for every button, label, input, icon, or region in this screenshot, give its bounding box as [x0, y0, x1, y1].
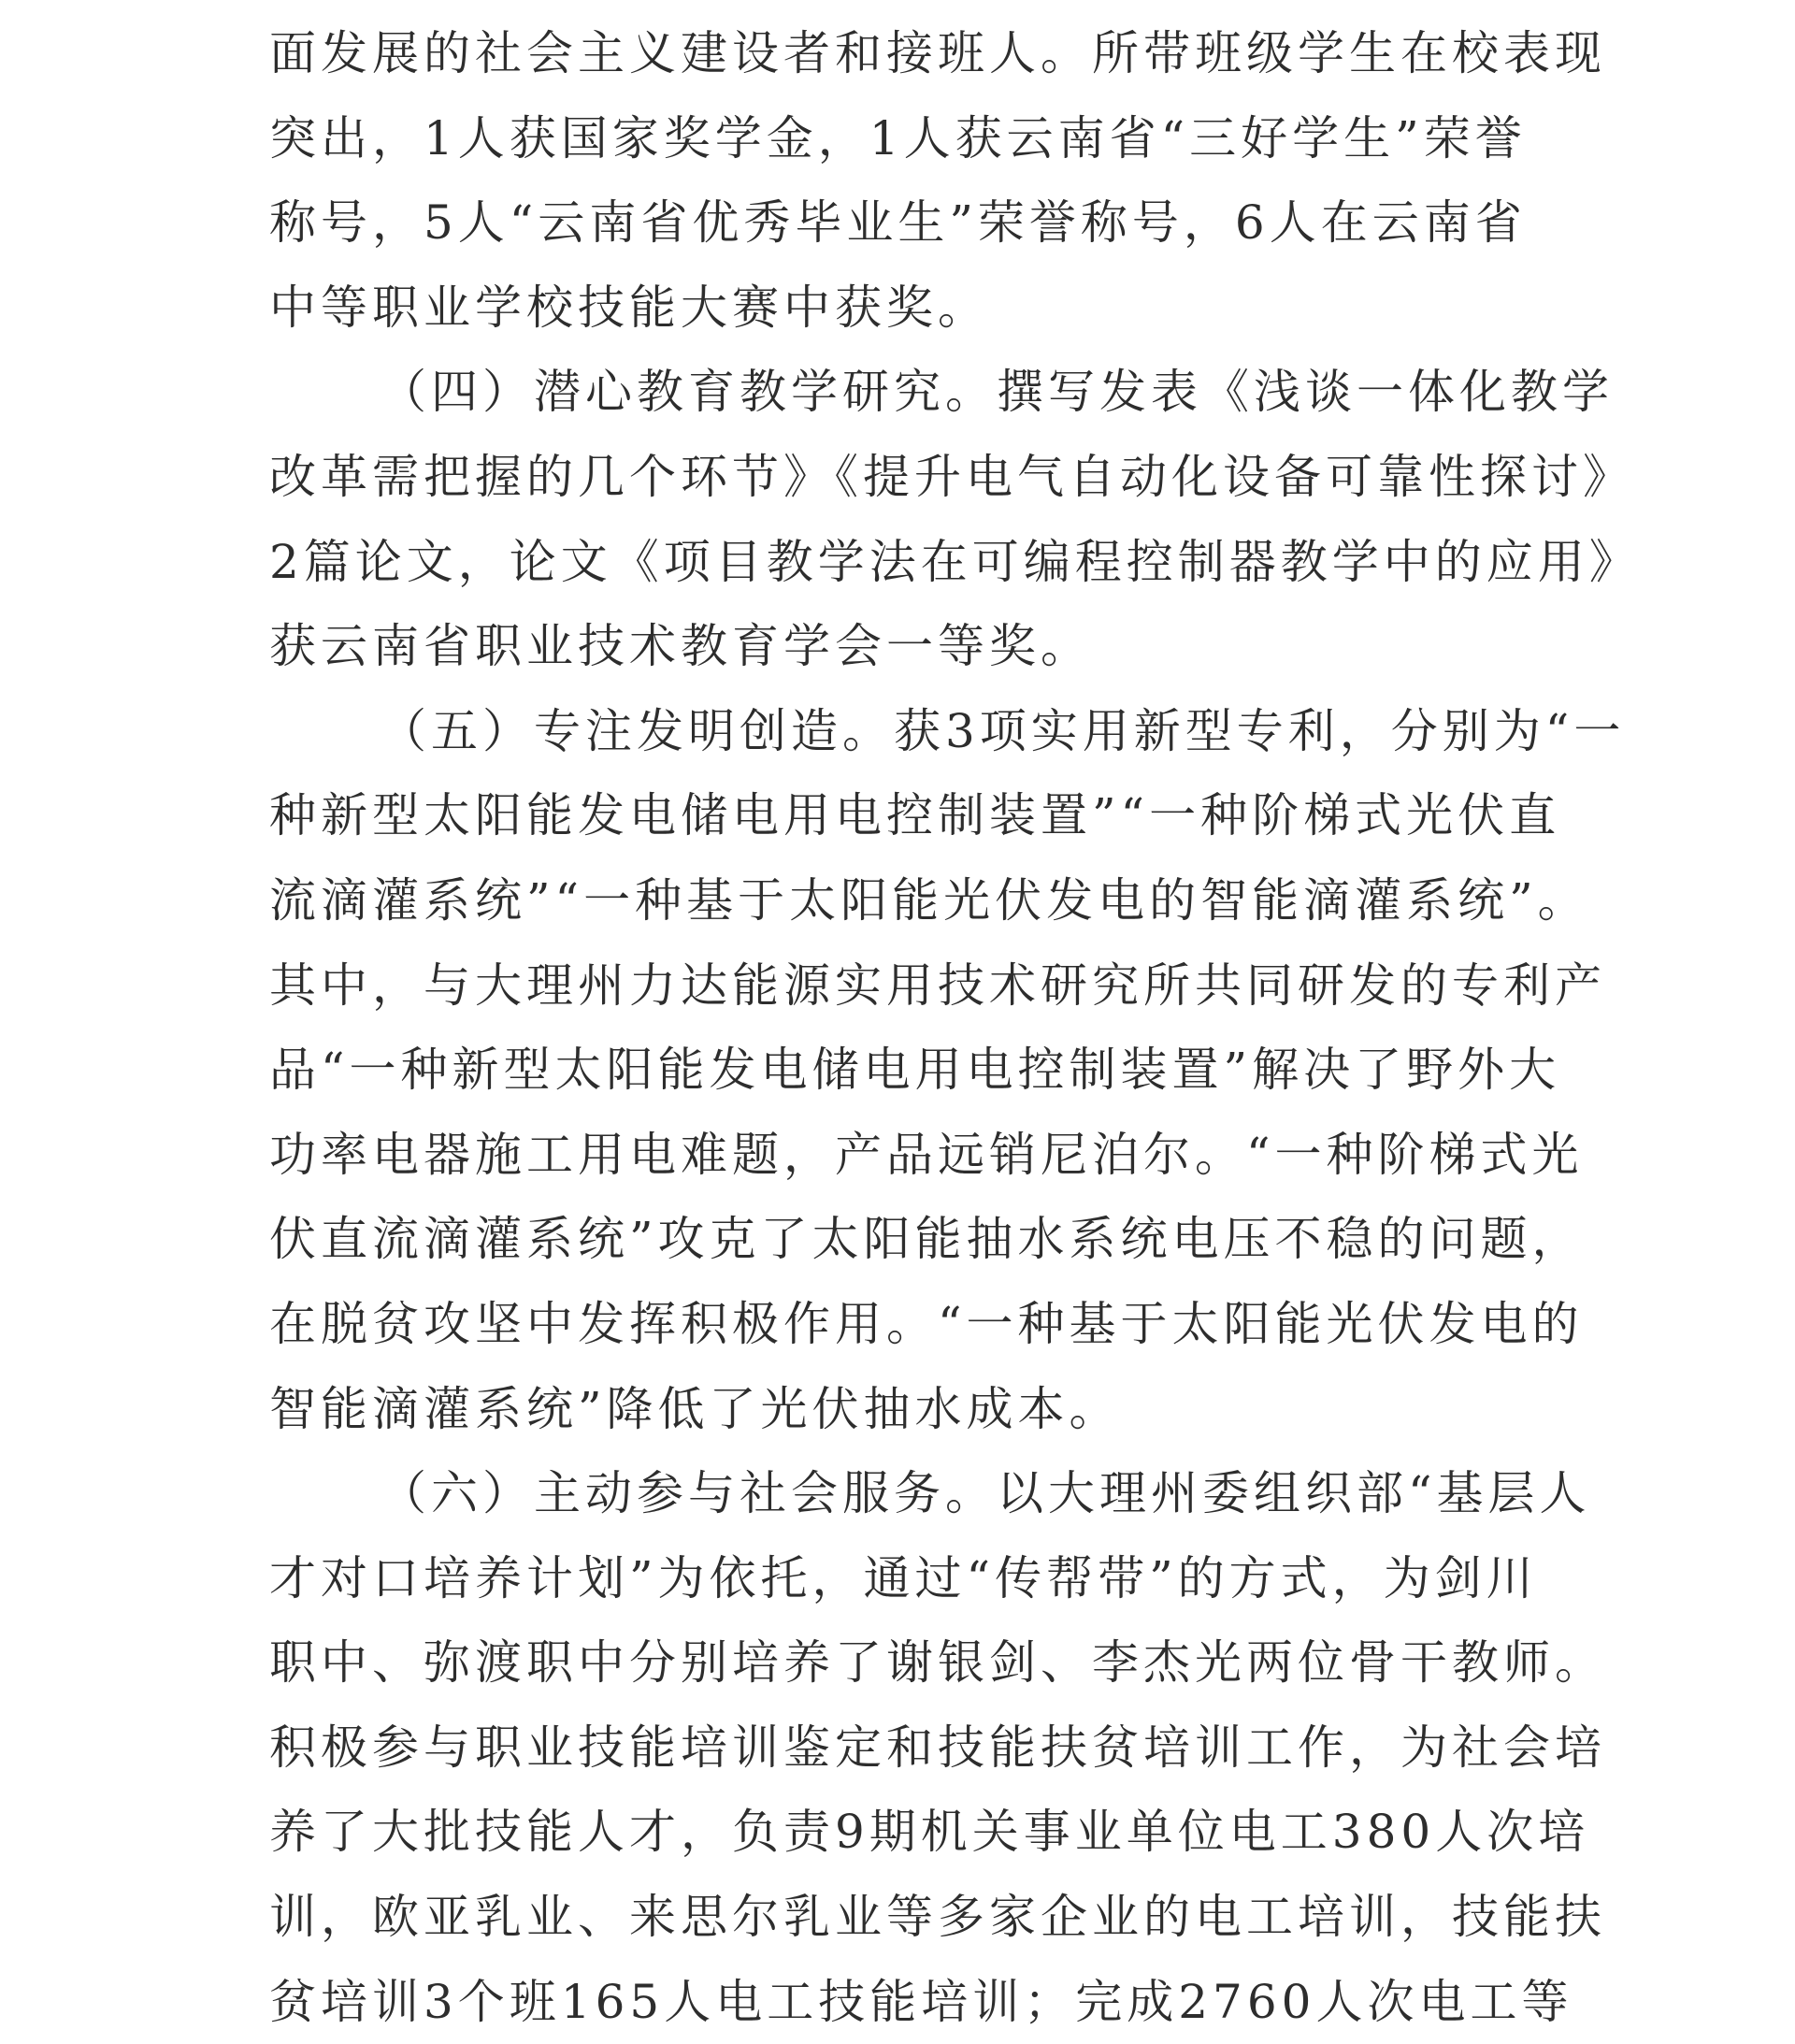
- text-line: 养了大批技能人才，负责9期机关事业单位电工380人次培: [269, 1805, 1590, 1860]
- text-line: 改革需把握的几个环节》《提升电气自动化设备可靠性探讨》: [269, 449, 1634, 504]
- text-line: 训，欧亚乳业、来思尔乳业等多家企业的电工培训，技能扶: [269, 1890, 1606, 1945]
- text-line: 积极参与职业技能培训鉴定和技能扶贫培训工作，为社会培: [269, 1720, 1606, 1775]
- text-line: 智能滴灌系统”降低了光伏抽水成本。: [269, 1381, 1121, 1436]
- text-line: 在脱贫攻坚中发挥积极作用。“一种基于太阳能光伏发电的: [269, 1296, 1584, 1351]
- text-line: 才对口培养计划”为依托，通过“传帮带”的方式，为剑川: [269, 1550, 1538, 1605]
- text-line: 品“一种新型太阳能发电储电用电控制装置”解决了野外大: [269, 1043, 1561, 1098]
- text-line: 伏直流滴灌系统”攻克了太阳能抽水系统电压不稳的问题，: [269, 1212, 1584, 1267]
- text-line: 其中，与大理州力达能源实用技术研究所共同研发的专利产: [269, 957, 1606, 1013]
- text-line: 称号，5人“云南省优秀毕业生”荣誉称号，6人在云南省: [269, 195, 1527, 251]
- text-line: 种新型太阳能发电储电用电控制装置”“一种阶梯式光伏直: [269, 788, 1561, 843]
- text-line: 突出，1人获国家奖学金，1人获云南省“三好学生”荣誉: [269, 110, 1527, 166]
- text-line: 获云南省职业技术教育学会一等奖。: [269, 619, 1092, 674]
- text-line: 面发展的社会主义建设者和接班人。所带班级学生在校表现: [269, 26, 1606, 80]
- text-line: 职中、弥渡职中分别培养了谢银剑、李杰光两位骨干教师。: [269, 1635, 1606, 1691]
- text-line: （六）主动参与社会服务。以大理州委组织部“基层人: [380, 1466, 1591, 1521]
- text-line: 功率电器施工用电难题，产品远销尼泊尔。“一种阶梯式光: [269, 1127, 1584, 1182]
- text-line: 中等职业学校技能大赛中获奖。: [269, 280, 989, 335]
- body-text: [269, 11, 1641, 2044]
- text-line: 流滴灌系统”“一种基于太阳能光伏发电的智能滴灌系统”。: [269, 872, 1589, 928]
- text-line: 2篇论文，论文《项目教学法在可编程控制器教学中的应用》: [269, 534, 1641, 589]
- text-line: （四）潜心教育教学研究。撰写发表《浅谈一体化教学: [380, 365, 1614, 420]
- text-line: 贫培训3个班165人电工技能培训；完成2760人次电工等: [269, 1974, 1573, 2029]
- text-line: （五）专注发明创造。获3项实用新型专利，分别为“一: [380, 703, 1626, 758]
